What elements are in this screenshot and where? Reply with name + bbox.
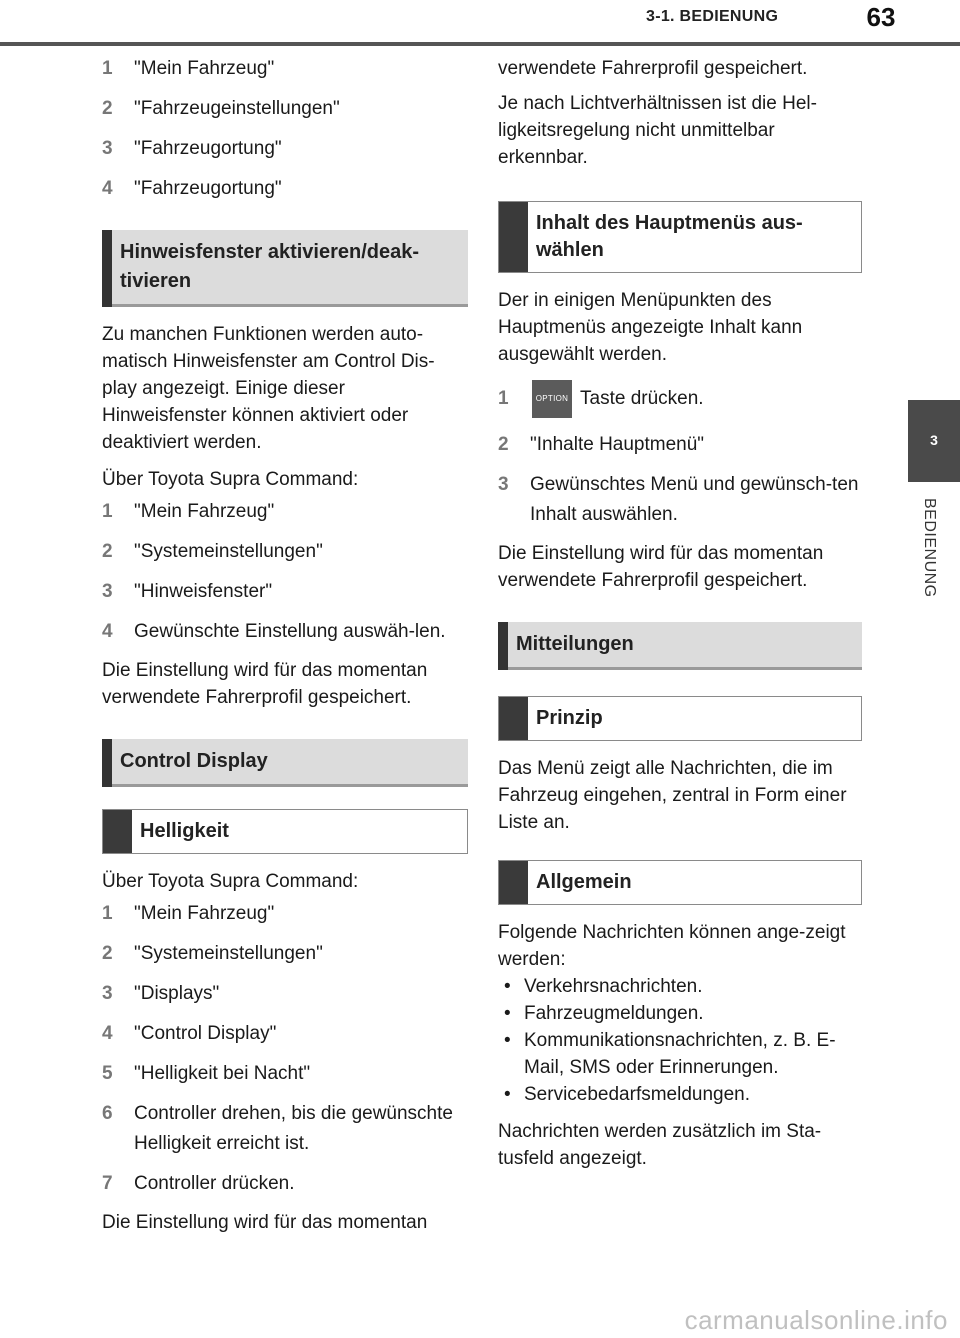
list-item: • Kommunikationsnachrichten, z. B. E-Mail, SMS oder Erinnerungen.: [498, 1027, 862, 1081]
paragraph: Über Toyota Supra Command:: [102, 871, 359, 892]
heading-hinweisfenster: Hinweisfenster aktivieren/deak-tivieren: [102, 230, 468, 307]
step-item: [102, 1019, 468, 1049]
step-text: Gewünschte Einstellung auswäh-len.: [134, 621, 446, 642]
step-text: Gewünschtes Menü und gewünsch-ten Inhalt auswählen.: [530, 474, 859, 525]
section-title: 3-1. BEDIENUNG: [646, 8, 779, 25]
header-rule: [0, 42, 960, 46]
page-number: 63: [866, 2, 896, 32]
heading-control-display: Control Display: [102, 739, 468, 787]
step-item: [102, 1169, 468, 1199]
paragraph: Folgende Nachrichten können ange-zeigt werden:: [498, 922, 846, 970]
step-text: "Helligkeit bei Nacht": [134, 1063, 311, 1084]
steps-group-3: [102, 899, 468, 1199]
step-item: [102, 939, 468, 969]
steps-group-2: [102, 497, 468, 647]
step-item: [102, 899, 468, 929]
step-item: [498, 430, 862, 460]
paragraph: Die Einstellung wird für das momentan verwendete Fahrerprofil gespeichert.: [498, 543, 824, 591]
step-number: 2: [102, 541, 113, 562]
step-item: [102, 497, 468, 527]
chapter-number: 3: [930, 432, 938, 448]
list-item: • Fahrzeugmeldungen.: [498, 1000, 862, 1027]
step-number: 5: [102, 1063, 113, 1084]
step-text: "Systemeinstellungen": [134, 541, 323, 562]
step-text: "Fahrzeugeinstellungen": [134, 98, 340, 119]
subheading-helligkeit: Helligkeit: [102, 809, 468, 854]
step-item: [102, 1099, 468, 1159]
step-number: 3: [102, 581, 113, 602]
step-number: 7: [102, 1173, 113, 1194]
subheading-prinzip: Prinzip: [498, 696, 862, 741]
step-number: 4: [102, 621, 113, 642]
steps-group-1: [102, 54, 468, 204]
list-item: • Servicebedarfsmeldungen.: [498, 1081, 862, 1108]
step-text: "Fahrzeugortung": [134, 178, 282, 199]
step-number: 3: [498, 474, 509, 495]
step-number: 4: [102, 178, 113, 199]
step-text: "Displays": [134, 983, 220, 1004]
paragraph: Zu manchen Funktionen werden auto-matisch Hinweisfenster am Control Dis-play angezeigt. Einige dieser Hinweisfenster können aktiviert oder deaktiviert werden.: [102, 324, 435, 453]
step-text: "Mein Fahrzeug": [134, 501, 275, 522]
step-text: "Control Display": [134, 1023, 277, 1044]
subheading-allgemein: Allgemein: [498, 860, 862, 905]
step-text: Taste drücken.: [580, 388, 704, 409]
step-number: 2: [498, 434, 509, 455]
step-text: "Hinweisfenster": [134, 581, 273, 602]
list-item: • Verkehrsnachrichten.: [498, 973, 862, 1000]
paragraph: verwendete Fahrerprofil gespeichert.: [498, 58, 808, 79]
step-text: "Fahrzeugortung": [134, 138, 282, 159]
chapter-tab: [908, 400, 960, 482]
chapter-label: BEDIENUNG: [921, 498, 938, 598]
step-number: 4: [102, 1023, 113, 1044]
step-text: "Systemeinstellungen": [134, 943, 323, 964]
paragraph: Das Menü zeigt alle Nachrichten, die im Fahrzeug eingehen, zentral in Form einer Liste an.: [498, 758, 847, 833]
step-number: 2: [102, 943, 113, 964]
right-column: [498, 54, 862, 1182]
step-item: [102, 617, 468, 647]
step-item: [102, 537, 468, 567]
message-types-list: [498, 973, 862, 1108]
step-item: [102, 577, 468, 607]
step-item: [102, 54, 468, 84]
step-number: 1: [498, 388, 509, 409]
step-item: [102, 1059, 468, 1089]
step-number: 3: [102, 983, 113, 1004]
paragraph: Die Einstellung wird für das momentan verwendete Fahrerprofil gespeichert.: [102, 660, 428, 708]
step-text: "Inhalte Hauptmenü": [530, 434, 705, 455]
step-number: 6: [102, 1103, 113, 1124]
step-item: [498, 470, 862, 530]
watermark: carmanualsonline.info: [684, 1305, 948, 1335]
step-text: "Mein Fahrzeug": [134, 58, 275, 79]
option-button-icon: OPTION: [532, 380, 572, 418]
step-text: Controller drücken.: [134, 1173, 295, 1194]
step-number: 3: [102, 138, 113, 159]
paragraph: Nachrichten werden zusätzlich im Sta-tusfeld angezeigt.: [498, 1121, 822, 1169]
step-number: 1: [102, 58, 113, 79]
step-item: [498, 384, 862, 414]
step-number: 1: [102, 501, 113, 522]
step-text: "Mein Fahrzeug": [134, 903, 275, 924]
subheading-inhalt-hauptmenue: Inhalt des Hauptmenüs aus-wählen: [498, 201, 862, 273]
step-number: 1: [102, 903, 113, 924]
left-column: [102, 54, 468, 1246]
step-text: Controller drehen, bis die gewünschte Helligkeit erreicht ist.: [134, 1103, 453, 1154]
paragraph: Der in einigen Menüpunkten des Hauptmenüs angezeigte Inhalt kann ausgewählt werden.: [498, 290, 803, 365]
step-item: [102, 174, 468, 204]
step-item: [102, 94, 468, 124]
step-number: 2: [102, 98, 113, 119]
paragraph: Über Toyota Supra Command:: [102, 469, 359, 490]
heading-mitteilungen: Mitteilungen: [498, 622, 862, 670]
paragraph: Je nach Lichtverhältnissen ist die Hel-ligkeitsregelung nicht unmittelbar erkennbar.: [498, 93, 817, 168]
step-item: [102, 979, 468, 1009]
paragraph: Die Einstellung wird für das momentan: [102, 1212, 428, 1233]
step-item: [102, 134, 468, 164]
